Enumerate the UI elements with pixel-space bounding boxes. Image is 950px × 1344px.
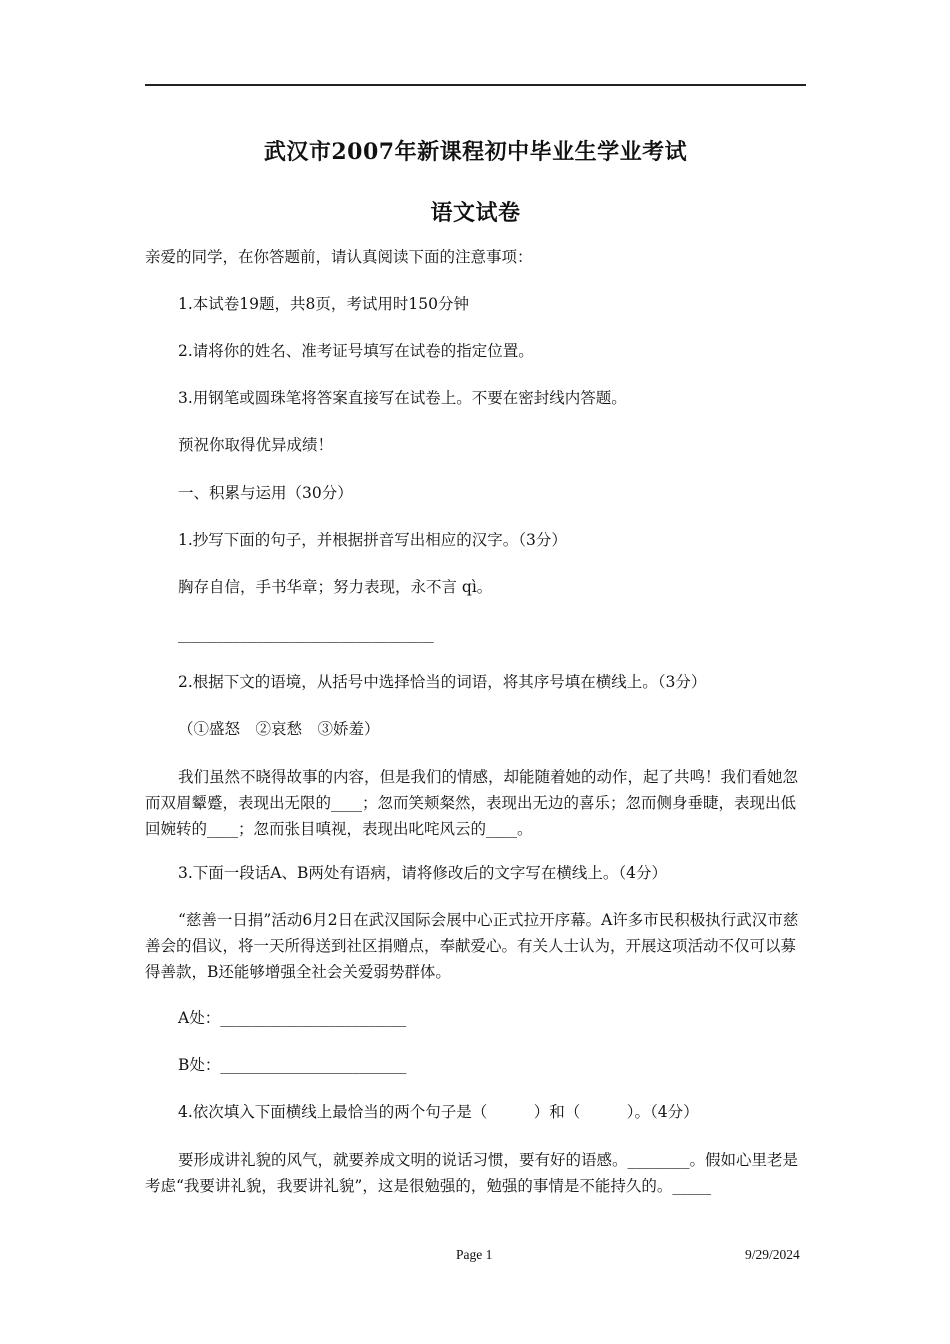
q2-options: （①盛怒 ②哀愁 ③娇羞） bbox=[178, 720, 380, 738]
q3-passage: “慈善一日捐”活动6月2日在武汉国际会展中心正式拉开序幕。A许多市民积极执行武汉市慈善会的倡议，将一天所得送到社区捐赠点，奉献爱心。有关人士认为，开展这项活动不仅可以募得善款，B还能够增强全社会关爱弱势群体。 bbox=[145, 911, 799, 981]
header-rule bbox=[145, 84, 806, 86]
q1-answer-line: _________________________________ bbox=[178, 625, 434, 643]
section-heading: 一、积累与运用（30分） bbox=[178, 484, 353, 502]
footer-date: 9/29/2024 bbox=[745, 1247, 800, 1262]
page-number: Page 1 bbox=[456, 1247, 493, 1262]
exam-subtitle: 语文试卷 bbox=[430, 200, 521, 226]
exam-title: 武汉市2007年新课程初中毕业生学业考试 bbox=[263, 139, 688, 165]
q4-prompt: 4.依次填入下面横线上最恰当的两个句子是（ ）和（ ）。（4分） bbox=[178, 1103, 699, 1121]
note-2: 2.请将你的姓名、准考证号填写在试卷的指定位置。 bbox=[178, 342, 534, 360]
q1-prompt: 1.抄写下面的句子，并根据拼音写出相应的汉字。（3分） bbox=[178, 531, 567, 549]
q3-prompt: 3.下面一段话A、B两处有语病，请将修改后的文字写在横线上。（4分） bbox=[178, 864, 667, 882]
q3-answer-a: A处：________________________ bbox=[178, 1009, 407, 1027]
wish-text: 预祝你取得优异成绩！ bbox=[178, 436, 334, 454]
note-1: 1.本试卷19题，共8页，考试用时150分钟 bbox=[178, 295, 469, 313]
q2-passage: 我们虽然不晓得故事的内容，但是我们的情感，却能随着她的动作，起了共鸣！我们看她忽而双眉颦蹙，表现出无限的____；忽而笑颊粲然，表现出无边的喜乐；忽而侧身垂睫，表现出低回婉转的____；忽而张目嗔视，表现出叱咤风云的____。 bbox=[145, 768, 799, 838]
intro-greeting: 亲爱的同学，在你答题前，请认真阅读下面的注意事项： bbox=[145, 248, 533, 266]
q2-prompt: 2.根据下文的语境，从括号中选择恰当的词语，将其序号填在横线上。（3分） bbox=[178, 673, 707, 691]
note-3: 3.用钢笔或圆珠笔将答案直接写在试卷上。不要在密封线内答题。 bbox=[178, 389, 627, 407]
q4-passage: 要形成讲礼貌的风气，就要养成文明的说话习惯，要有好的语感。________。假如心里老是考虑“我要讲礼貌，我要讲礼貌”，这是很勉强的，勉强的事情是不能持久的。_____ bbox=[145, 1151, 799, 1195]
q3-answer-b: B处：________________________ bbox=[178, 1056, 407, 1074]
q1-sentence: 胸存自信，手书华章；努力表现，永不言 qì。 bbox=[178, 578, 493, 596]
